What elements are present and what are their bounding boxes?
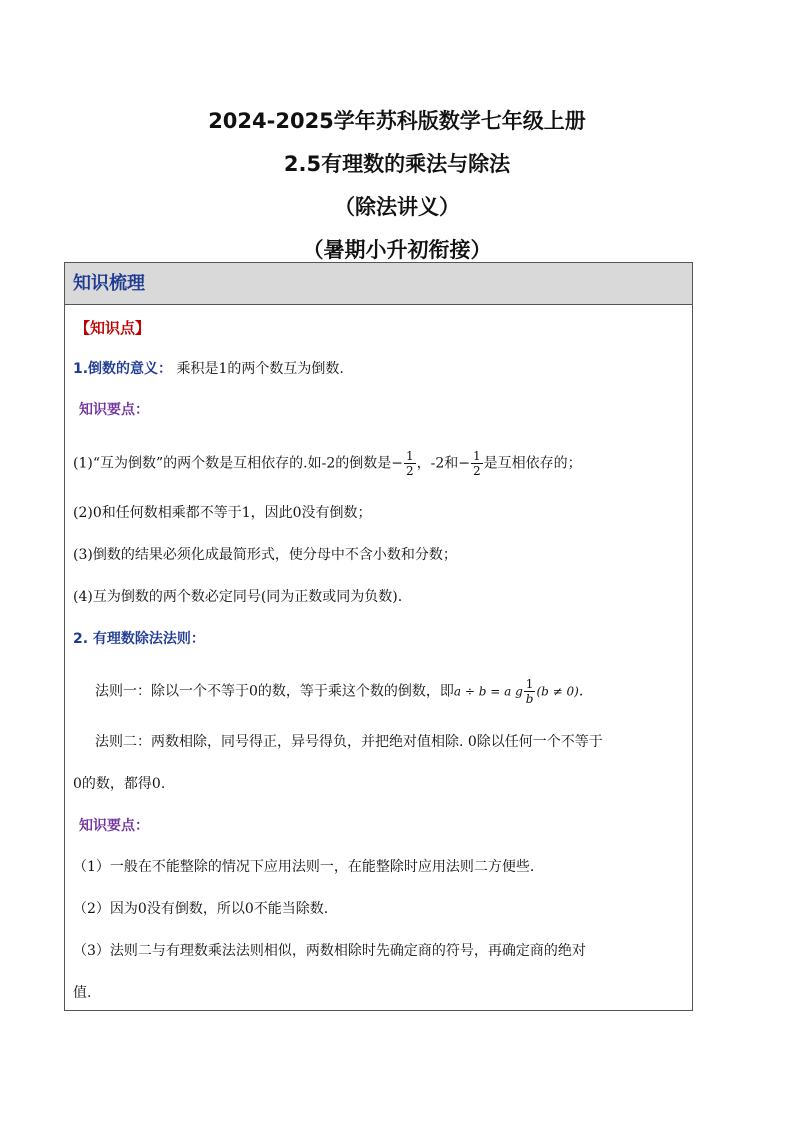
- rule-1-formula-b: (b ≠ 0): [536, 684, 579, 699]
- rule-2-line-1: 法则二：两数相除，同号得正，异号得负，并把绝对值相除. 0除以任何一个不等于: [95, 734, 603, 750]
- rule-1-formula-a: a ÷ b = a g: [453, 684, 523, 699]
- note-3-line-2: 值.: [73, 985, 92, 1001]
- key-points-1: 知识要点：: [79, 402, 149, 418]
- key-points-2: 知识要点：: [79, 818, 149, 834]
- point-2: 2. 有理数除法法则：: [73, 631, 205, 647]
- rule-2-line-2: 0的数，都得0.: [73, 776, 166, 792]
- key-item-4: (4)互为倒数的两个数必定同号(同为正数或同为负数).: [73, 589, 403, 605]
- rule-1-text: 法则一：除以一个不等于0的数，等于乘这个数的倒数，即: [95, 683, 454, 700]
- point-1-text: 乘积是1的两个数互为倒数.: [176, 361, 344, 377]
- knowledge-tag: 【知识点】: [75, 319, 151, 337]
- title-line-2: 2.5有理数的乘法与除法: [283, 152, 511, 176]
- fraction-one-half-a: $\frac{1}{2}$: [405, 449, 414, 478]
- knowledge-box: [64, 262, 693, 1011]
- point-1: [73, 359, 344, 379]
- rule-1: 法则一：除以一个不等于0的数，等于乘这个数的倒数，即a ÷ b = a g $\frac{1}{b}$ (b ≠ 0).: [95, 677, 584, 706]
- section-title: 知识梳理: [65, 263, 692, 305]
- title-line-4: （暑期小升初衔接）: [302, 238, 492, 262]
- title-line-3: （除法讲义）: [334, 195, 460, 219]
- key-item-2: (2)0和任何数相乘都不等于1，因此0没有倒数；: [73, 505, 372, 521]
- key-item-1-part-c: 是互相依存的；: [483, 455, 582, 472]
- key-item-1-part-a: (1)“互为倒数”的两个数是互相依存的.如-2的倒数是−: [73, 455, 403, 472]
- note-2: （2）因为0没有倒数，所以0不能当除数.: [73, 901, 329, 917]
- fraction-one-half-b: $\frac{1}{2}$: [472, 449, 481, 478]
- point-1-label: 1.倒数的意义：: [73, 361, 173, 377]
- title-line-1: 2024-2025学年苏科版数学七年级上册: [208, 109, 586, 133]
- key-item-1-part-b: ，-2和−: [416, 455, 470, 472]
- note-1: （1）一般在不能整除的情况下应用法则一，在能整除时应用法则二方便些.: [73, 859, 535, 875]
- key-item-3: (3)倒数的结果必须化成最简形式，使分母中不含小数和分数；: [73, 547, 457, 563]
- title-block: [0, 100, 794, 272]
- fraction-one-over-b: $\frac{1}{b}$: [525, 677, 534, 706]
- key-item-1: [73, 449, 582, 478]
- note-3-line-1: （3）法则二与有理数乘法法则相似，两数相除时先确定商的符号，再确定商的绝对: [73, 943, 586, 959]
